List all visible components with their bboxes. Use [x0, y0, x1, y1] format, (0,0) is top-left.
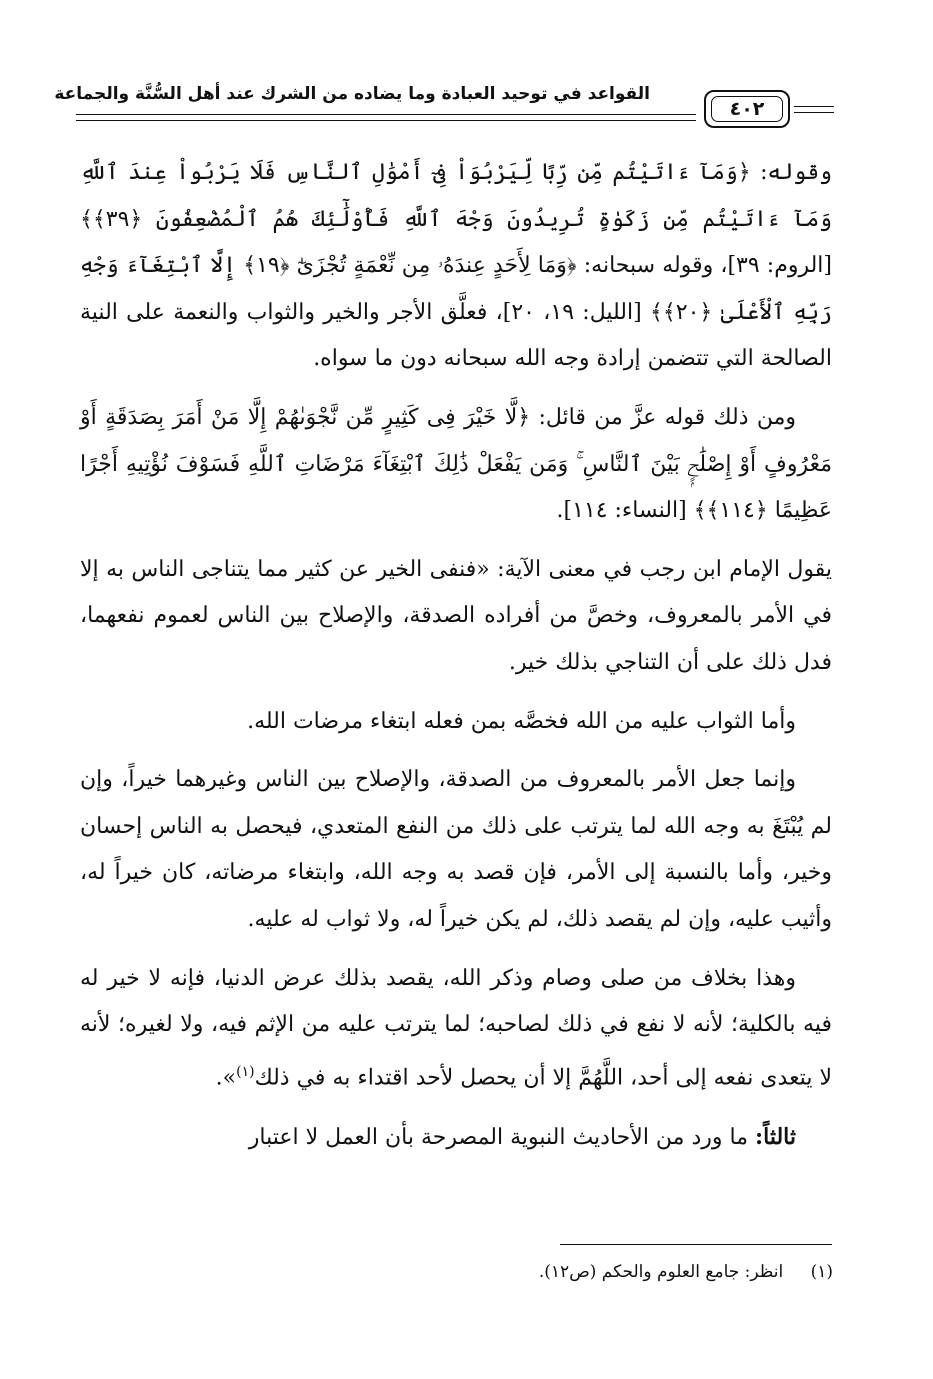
point-label: ثالثاً: — [755, 1123, 796, 1150]
page-number-frame — [704, 90, 790, 128]
running-title: القواعد في توحيد العبادة وما يضاده من الشرك عند أهل السُّنَّة والجماعة — [54, 84, 650, 104]
footnote-separator — [560, 1244, 832, 1245]
header-rule-bottom — [76, 120, 696, 121]
paragraph-text: ما ورد من الأحاديث النبوية المصرحة بأن العمل لا اعتبار — [248, 1124, 748, 1150]
page-number-ornament-bottom — [794, 112, 834, 113]
paragraph: وقوله: ﴿وَمَآ ءَاتَيْتُم مِّن رِّبًا لِّيَرْبُوَاْ فِىٓ أَمْوَٰلِ ٱلنَّاسِ فَلَا يَرْبُواْ عِندَ ٱللَّهِ وَمَآ ءَاتَيْتُم مِّن زَكَوٰةٍ تُرِيدُونَ وَجْهَ ٱللَّهِ فَأُوْلَٰٓئِكَ هُمُ ٱلْمُضْعِفُونَ ﴿٣٩﴾﴾ [الروم: ٣٩]، وقوله سبحانه: ﴿وَمَا لِأَحَدٍ عِندَهُۥ مِن نِّعْمَةٍ تُجْزَىٰٓ ﴿١٩﴾ إِلَّا ٱبْتِغَآءَ وَجْهِ رَبِّهِ ٱلْأَعْلَىٰ ﴿٢٠﴾﴾ [الليل: ١٩، ٢٠]، فعلَّق الأجر والخير والثواب والنعمة على النية الصالحة التي تتضمن إرادة وجه الله سبحانه دون ما سواه. — [80, 160, 832, 372]
main-text — [80, 150, 832, 1173]
paragraph: ومن ذلك قوله عزَّ من قائل: ﴿لَّا خَيْرَ فِى كَثِيرٍ مِّن نَّجْوَىٰهُمْ إِلَّا مَنْ أَمَرَ بِصَدَقَةٍ أَوْ مَعْرُوفٍ أَوْ إِصْلَٰحٍۭ بَيْنَ ٱلنَّاسِ ۚ وَمَن يَفْعَلْ ذَٰلِكَ ٱبْتِغَآءَ مَرْضَاتِ ٱللَّهِ فَسَوْفَ نُؤْتِيهِ أَجْرًا عَظِيمًا ﴿١١٤﴾﴾ [النساء: ١١٤]. — [80, 404, 832, 524]
footnote — [539, 1262, 833, 1282]
footnote-reference: (١) — [236, 1063, 255, 1080]
page-header — [54, 70, 834, 134]
paragraph: وأما الثواب عليه من الله فخصَّه بمن فعله ابتغاء مرضات الله. — [247, 708, 796, 734]
paragraph-text: وهذا بخلاف من صلى وصام وذكر الله، يقصد بذلك عرض الدنيا، فإنه لا خير له فيه بالكلية؛ لأنه لا نفع في ذلك لصاحبه؛ لما يترتب عليه من الإثم فيه، ولا لغيره؛ لأنه لا يتعدى نفعه إلى أحد، اللَّهُمَّ إلا أن يحصل لأحد اقتداء به في ذلك — [80, 965, 832, 1091]
footnote-text: انظر: جامع العلوم والحكم (ص١٢). — [538, 1262, 784, 1282]
point-paragraph — [80, 1114, 832, 1162]
closing-quote: ». — [215, 1065, 237, 1091]
footnote-number: (١) — [810, 1262, 833, 1282]
page-number-ornament-top — [794, 106, 834, 107]
page-number: ٤٠٢ — [711, 96, 783, 122]
paragraph: يقول الإمام ابن رجب في معنى الآية: «فنفى الخير عن كثير مما يتناجى الناس به إلا في الأمر بالمعروف، وخصَّ من أفراده الصدقة، والإصلاح بين الناس لعموم نفعهما، فدل ذلك على أن التناجي بذلك خير. — [80, 556, 833, 675]
paragraph: وإنما جعل الأمر بالمعروف من الصدقة، والإصلاح بين الناس وغيرهما خيراً، وإن لم يُبْتَغَ به وجه الله لما يترتب على ذلك من النفع المتعدي، فيحصل به الناس إحسان وخير، وأما بالنسبة إلى الأمر، فإن قصد به وجه الله، وابتغاء مرضاته، كان خيراً له، وأثيب عليه، وإن لم يقصد ذلك، لم يكن خيراً له، ولا ثواب له عليه. — [80, 767, 832, 932]
paragraph-with-footnote — [80, 956, 832, 1102]
header-rule-top — [76, 114, 696, 115]
